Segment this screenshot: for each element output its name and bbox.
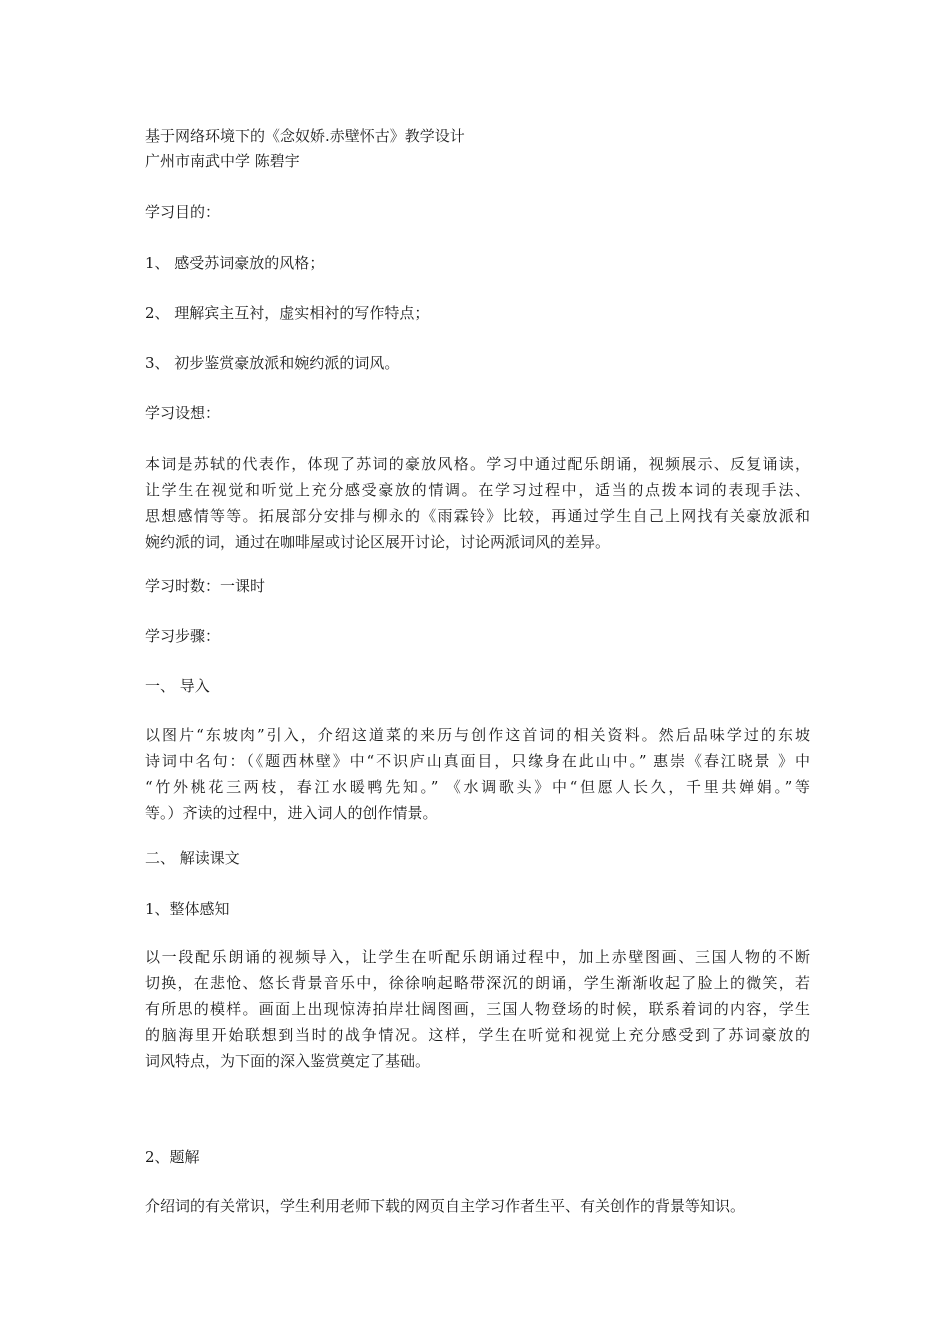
duration-line: 学习时数：一课时 xyxy=(145,577,266,595)
step1-heading: 一、 导入 xyxy=(145,677,210,695)
document-title: 基于网络环境下的《念奴娇.赤壁怀古》教学设计 xyxy=(145,127,465,145)
paragraph-line: “竹外桃花三两枝，春江水暖鸭先知。” 《水调歌头》中“但愿人长久，千里共婵娟。”等 xyxy=(145,778,810,796)
step1-paragraph xyxy=(145,722,810,826)
paragraph-line: 本词是苏轼的代表作，体现了苏词的豪放风格。学习中通过配乐朗诵，视频展示、反复诵读， xyxy=(145,455,810,473)
paragraph-line: 以一段配乐朗诵的视频导入，让学生在听配乐朗诵过程中，加上赤壁图画、三国人物的不断 xyxy=(145,948,810,966)
paragraph-line: 有所思的模样。画面上出现惊涛拍岸壮阔图画，三国人物登场的时候，联系着词的内容，学生 xyxy=(145,1000,810,1018)
paragraph-line: 婉约派的词，通过在咖啡屋或讨论区展开讨论，讨论两派词风的差异。 xyxy=(145,533,611,551)
paragraph-line: 诗词中名句：（《题西林壁》中“不识庐山真面目，只缘身在此山中。” 惠崇《春江晓景 》中 xyxy=(145,752,810,770)
objective-item: 2、 理解宾主互衬，虚实相衬的写作特点； xyxy=(145,304,430,322)
concept-heading: 学习设想： xyxy=(145,404,221,422)
sub1-heading: 1、整体感知 xyxy=(145,900,230,918)
sub2-paragraph: 介绍词的有关常识，学生利用老师下载的网页自主学习作者生平、有关创作的背景等知识。 xyxy=(145,1197,746,1215)
sub1-paragraph xyxy=(145,944,810,1074)
concept-paragraph xyxy=(145,451,810,555)
paragraph-line: 思想感情等等。拓展部分安排与柳永的《雨霖铃》比较，再通过学生自己上网找有关豪放派和 xyxy=(145,507,810,525)
paragraph-line: 以图片“东坡肉”引入，介绍这道菜的来历与创作这首词的相关资料。然后品味学过的东坡 xyxy=(145,726,810,744)
paragraph-line: 词风特点，为下面的深入鉴赏奠定了基础。 xyxy=(145,1052,431,1070)
sub2-heading: 2、题解 xyxy=(145,1148,200,1166)
step2-heading: 二、 解读课文 xyxy=(145,849,240,867)
paragraph-line: 等。）齐读的过程中，进入词人的创作情景。 xyxy=(145,804,438,822)
steps-heading: 学习步骤： xyxy=(145,627,221,645)
paragraph-line: 让学生在视觉和听觉上充分感受豪放的情调。在学习过程中，适当的点拨本词的表现手法、 xyxy=(145,481,810,499)
paragraph-line: 切换，在悲怆、悠长背景音乐中，徐徐响起略带深沉的朗诵，学生渐渐收起了脸上的微笑，若 xyxy=(145,974,810,992)
objective-item: 3、 初步鉴赏豪放派和婉约派的词风。 xyxy=(145,354,400,372)
objectives-heading: 学习目的： xyxy=(145,203,221,221)
document-author: 广州市南武中学 陈碧宇 xyxy=(145,152,300,170)
paragraph-line: 的脑海里开始联想到当时的战争情况。这样，学生在听觉和视觉上充分感受到了苏词豪放的 xyxy=(145,1026,810,1044)
objective-item: 1、 感受苏词豪放的风格； xyxy=(145,254,325,272)
